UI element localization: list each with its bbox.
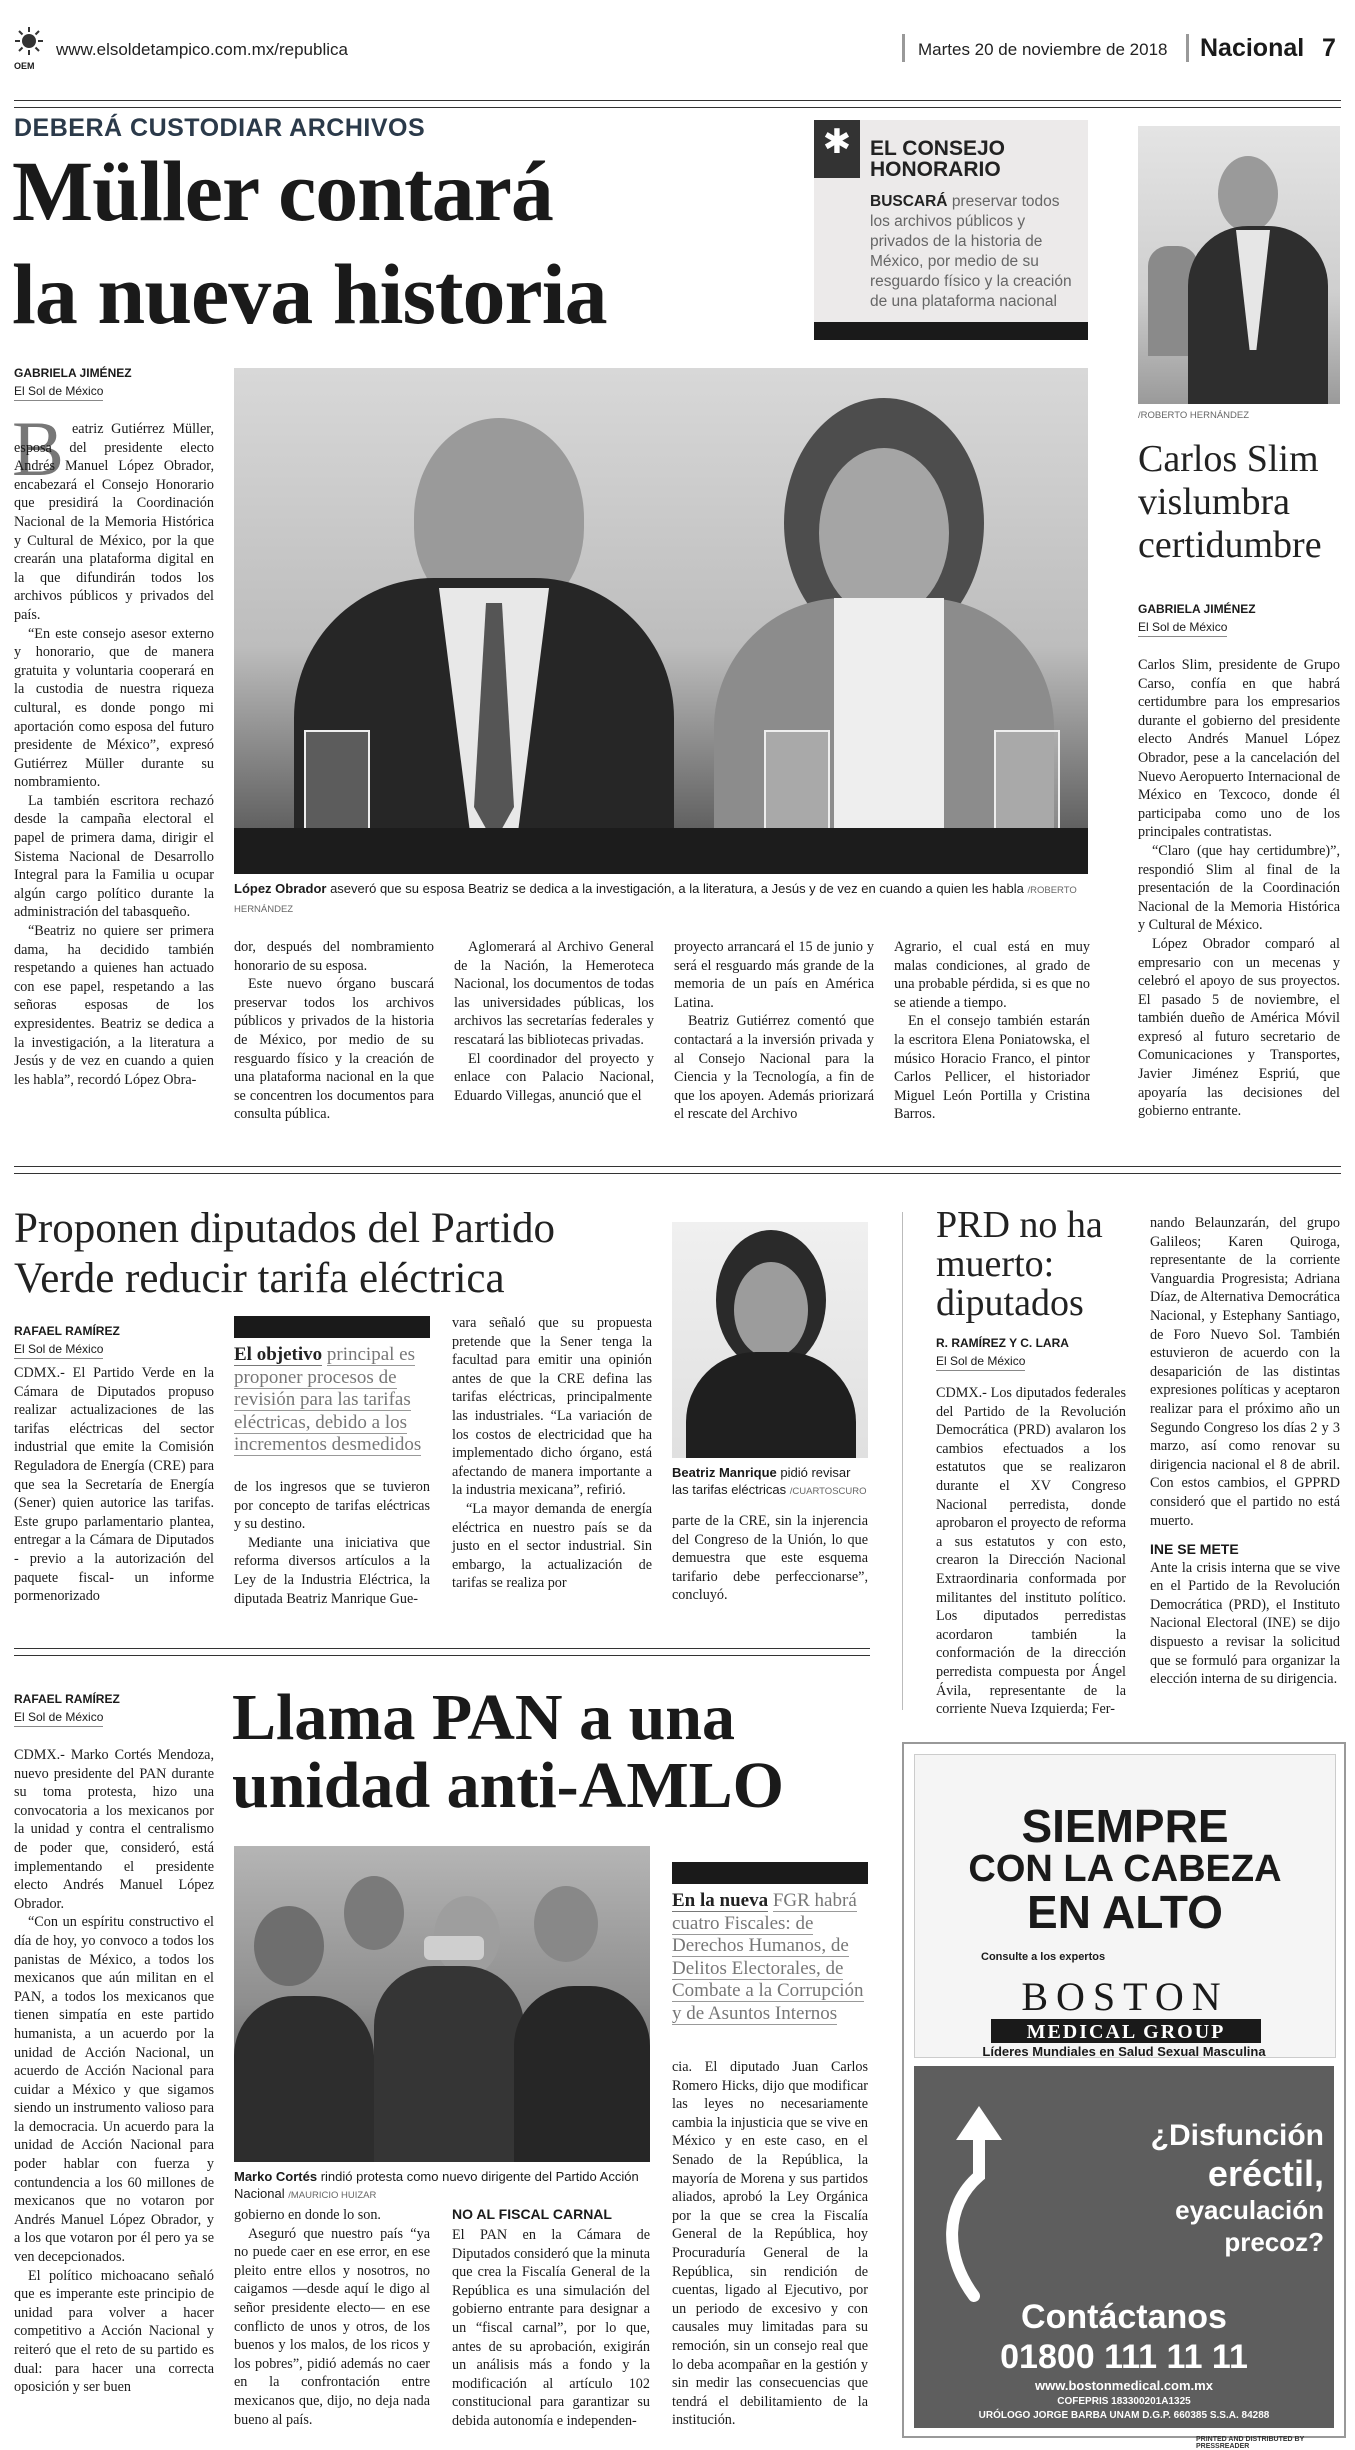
ad-bottom-panel (914, 2066, 1334, 2428)
pan-caption-credit: /MAURICIO HUIZAR (288, 2190, 377, 2201)
header-rule (14, 100, 1341, 108)
story1-headline (12, 140, 607, 346)
pan-pull-quote (672, 1890, 868, 2025)
verde-col2-p1: de los ingresos que se tuvieron por concepto de tarifas eléctricas y su destino. (234, 1479, 430, 1533)
ad-line3: EN ALTO (1027, 1886, 1223, 1938)
sidebar-title (870, 138, 1005, 180)
story1-col4-p2: Beatriz Gutiérrez comentó que contactará a la inversión privada y al Consejo Nacional para la Ciencia y la Tecnología, a fin de que los apoyen. Además priorizará el rescate del Archivo (674, 1013, 874, 1123)
prd-col2 (1150, 1214, 1340, 1689)
ad-line1: SIEMPRE (1021, 1800, 1229, 1852)
carlos-slim-photo (1138, 126, 1340, 404)
prd-headline-line2: muerto: (936, 1243, 1055, 1285)
lopez-obrador-photo (234, 368, 1088, 874)
table-edge (234, 828, 1088, 874)
story1-caption (234, 880, 1088, 918)
verde-col1 (14, 1364, 214, 1606)
consejo-sidebar (814, 120, 1088, 340)
prd-col2-p2: Ante la crisis interna que se vive en el Partido de la Revolución Democrática (PRD), el Instituto Nacional Electoral (INE) se dijo dispuesto a revisar la solicitud que se formuló para organizar la elección interna de su dirigencia. (1150, 1559, 1340, 1688)
ad-question (1024, 2118, 1324, 2258)
prd-subhead: INE SE METE (1150, 1541, 1239, 1558)
male-symbol-icon (934, 2106, 1024, 2306)
pan-author: RAFAEL RAMÍREZ (14, 1692, 120, 1706)
verde-col4-p1: parte de la CRE, sin la injerencia del Congreso de la Unión, lo que demuestra que este esquema tarifario debe perfeccionarse”, concluyó. (672, 1513, 868, 1604)
slim-p2: “Claro (que hay certidumbre)”, respondió Slim al final de la presentación de la Coordinación Nacional de la Memoria Histórica y Cultural de México. (1138, 842, 1340, 934)
prd-col1 (936, 1384, 1126, 1719)
story1-source: El Sol de México (14, 382, 103, 401)
verde-col2-p2: Mediante una iniciativa que reforma diversos artículos a la Ley de la Industria Eléctrica, la diputada Beatriz Manrique Gue- (234, 1534, 430, 1607)
verde-caption-text: pidió revisar las tarifas eléctricas (672, 1465, 851, 1497)
pan-headline (232, 1681, 784, 1822)
story1-col5-p2: En el consejo también estarán la escritora Elena Poniatowska, el músico Horacio Franco, el pintor Carlos Pellicer, el historiador Miguel León Portilla y Cristina Barros. (894, 1013, 1090, 1123)
mid-rule (14, 1166, 1341, 1174)
pressreader-footer: PRINTED AND DISTRIBUTED BY PRESSREADER (1196, 2436, 1305, 2450)
pan-col1-p1: CDMX.- Marko Cortés Mendoza, nuevo presidente del PAN durante su toma protesta, hizo una convocatoria a los mexicanos por la unidad y contra el centralismo de poder que, consideró, está implementando el presidente electo Andrés Manuel López Obrador. (14, 1747, 214, 1912)
sidebar-title-line2: HONORARIO (870, 158, 1001, 181)
story1-col3 (454, 938, 654, 1105)
slim-author: GABRIELA JIMÉNEZ (1138, 602, 1256, 616)
story1-col2-p1: dor, después del nombramiento honorario de su esposa. (234, 939, 434, 974)
sidebar-text: preservar todos los archivos públicos y privados de la historia de México, por medio de su resguardo físico y la creación de una plataforma nacional (870, 193, 1072, 310)
verde-byline (14, 1322, 120, 1359)
beatriz-manrique-photo (672, 1222, 868, 1458)
story1-col2-p2: Este nuevo órgano buscará preservar todos los archivos públicos y privados de la historia de México, por medio de su resguardo físico y la creación de una plataforma nacional en la que se concentren los documentos para consulta pública. (234, 976, 434, 1123)
pan-caption-text: rindió protesta como nuevo dirigente del Partido Acción Nacional (234, 2169, 639, 2201)
prd-col1-p1: CDMX.- Los diputados federales del Partido de la Revolución Democrática (PRD) avalaron los cambios efectuados a los estatutos que se realizaron durante el XV Congreso Nacional perredista, donde aprobaron el proyecto de reforma a sus estatutos y con esto, crearon la Dirección Nacional Extraordinaria conformada por militantes del instituto político. Los diputados perredistas acordaron también la conformación de la dirección perredista compuesta por Ángel Ávila, representante de la corriente Nueva Izquierda; Fer- (936, 1385, 1126, 1718)
prd-author: R. RAMÍREZ Y C. LARA (936, 1336, 1069, 1350)
ad-q4: precoz? (1224, 2227, 1324, 2257)
slim-headline-line2: vislumbra (1138, 481, 1290, 523)
verde-pull-text: principal es proponer procesos de revisión para las tarifas eléctricas, debido a los incrementos desmedidos (234, 1344, 422, 1455)
verde-author: RAFAEL RAMÍREZ (14, 1324, 120, 1338)
slim-byline (1138, 600, 1256, 637)
page-number: 7 (1322, 34, 1336, 62)
section-name: Nacional (1200, 34, 1305, 62)
pan-col3 (452, 2226, 650, 2431)
story1-col2 (234, 938, 434, 1124)
glass-2 (764, 730, 830, 834)
sidebar-bar (814, 322, 1088, 340)
ad-urologo: URÓLOGO JORGE BARBA UNAM D.G.P. 660385 S.S.A. 84288 (978, 2410, 1270, 2421)
pan-headline-line2: unidad anti-AMLO (232, 1749, 784, 1822)
verde-caption-credit: /CUARTOSCURO (789, 1486, 867, 1497)
glass-1 (304, 730, 370, 834)
story1-col3-p2: El coordinador del proyecto y enlace con Palacio Nacional, Eduardo Villegas, anunció que el (454, 1050, 654, 1104)
ad-q3: eyaculación (1175, 2195, 1324, 2225)
prd-headline (936, 1206, 1103, 1323)
pan-subhead: NO AL FISCAL CARNAL (452, 2206, 612, 2222)
slim-body (1138, 656, 1340, 1121)
ad-phone[interactable]: 01800 111 11 11 (1000, 2338, 1248, 2376)
verde-pull-bar (234, 1316, 430, 1338)
pan-col1-p2: “Con un espíritu constructivo el día de hoy, yo convoco a todos los panistas de México, a todos los mexicanos que aún militan en el PAN, a todos los mexicanos que tienen simpatía en este partido humanista, a un acuerdo por la unidad de Acción Nacional, un acuerdo de Acción Nacional para cuidar a México y que sigamos siendo un instrumento valioso para la democracia. Un acuerdo para la unidad de Acción Nacional para poder hablar con fuerza y contundencia a los 60 millones de mexicanos que no votaron por Andrés Manuel López Obrador, y a los que votaron por él pero ya se ven decepcionados. (14, 1914, 214, 2266)
oem-logo (14, 26, 44, 72)
prd-byline (936, 1334, 1069, 1371)
prd-headline-line1: PRD no ha (936, 1204, 1103, 1246)
pan-caption (234, 2168, 650, 2204)
ad-headline (915, 1800, 1335, 1938)
pan-source: El Sol de México (14, 1708, 103, 1727)
pan-pull-bar (672, 1862, 868, 1884)
pan-col2-p1: gobierno en donde lo son. (234, 2207, 381, 2223)
ad-top-panel (914, 1754, 1336, 2058)
verde-headline-line2: Verde reducir tarifa eléctrica (14, 1255, 505, 1302)
verde-pull-lead: El objetivo (234, 1344, 323, 1365)
ad-cofepris: COFEPRIS 183300201A1325 (1057, 2396, 1191, 2407)
ad-brand2: MEDICAL GROUP (1026, 2021, 1226, 2043)
slim-headline-line1: Carlos Slim (1138, 438, 1319, 480)
story1-col3-p1: Aglomerará al Archivo General de la Nación, la Hemeroteca Nacional, los documentos de todas las universidades públicas, los archivos las secretarías federales y rescatará las bibliotecas privadas. (454, 939, 654, 1048)
logo-text: OEM (14, 61, 35, 71)
story1-headline-line1: Müller contará (12, 143, 553, 239)
slim-headline (1138, 438, 1322, 567)
ad-web[interactable]: www.bostonmedical.com.mx (1035, 2378, 1213, 2393)
caption-name: López Obrador (234, 881, 327, 896)
verde-col1-p1: CDMX.- El Partido Verde en la Cámara de Diputados propuso realizar actualizaciones de las tarifas eléctricas del sector industrial que emite la Comisión Reguladora de Energía (CRE) para que sea la Secretaría de Energía (Sener) quien autorice las tarifas. Este grupo parlamentario plantea, entregar a la Cámara de Diputados - previo a la autorización del paquete fiscal- un informe pormenorizado (14, 1365, 214, 1605)
pan-col4-p1: cia. El diputado Juan Carlos Romero Hicks, dijo que modificar las leyes no necesariamente cambia la injusticia que se vive en México y en este caso, en el Senado de la República, la mayoría de Morena y sus partidos aliados, aprobó la Ley Orgánica por la que se crea la Fiscalía General de la República, hoy Procuraduría General de la República, sin rendición de cuentas, ligado al Ejecutivo, por un periodo de excesivo y con causales muy limitadas para su remoción, sin un consejo real que lo deba acompañar en la gestión y sin medir las consecuencias que tendrá el debilitamiento de la institución. (672, 2059, 868, 2429)
marko-cortes-photo (234, 1846, 650, 2162)
story1-col5 (894, 938, 1090, 1124)
header-url[interactable]: www.elsoldetampico.com.mx/republica (56, 40, 348, 59)
ad-line2: CON LA CABEZA (968, 1848, 1282, 1890)
pan-rule (14, 1648, 870, 1656)
prd-col2-p1: nando Belaunzarán, del grupo Galileos; Karen Quiroga, representante de la corriente Vanguardia Progresista; Adriana Díaz, de Alternativa Democrática Nacional, y Estephany Santiago, de Foro Nuevo Sol. También estuvieron de acuerdo con la desaparición de las distintas expresiones políticas y aceptaron realizar para el próximo año un Segundo Congreso los días 2 y 3 marzo, así como renovar su dirigencia nacional el 8 de abril. Con estos cambios, el GPPRD consideró que el partido no está muerto. (1150, 1215, 1340, 1529)
prd-separator (902, 1212, 903, 1710)
story1-col1 (14, 420, 214, 1089)
story1-col1-p4: “Beatriz no quiere ser primera dama, ha decidido también respetando a quienes han actuado con ese papel, respetando a las señoras esposas de los expresidentes. Beatriz se dedica a la investigación, a la literatura a Jesús y de vez en cuando a quien les habla”, recordó López Obra- (14, 923, 214, 1088)
story1-headline-line2: la nueva historia (12, 246, 607, 342)
header-divider-2 (1186, 34, 1189, 62)
slim-photo-credit: /ROBERTO HERNÁNDEZ (1138, 410, 1250, 421)
sidebar-lead: BUSCARÁ (870, 193, 948, 210)
sidebar-title-line1: EL CONSEJO (870, 137, 1005, 160)
slim-p1: Carlos Slim, presidente de Grupo Carso, confía en que habrá certidumbre para los empresarios durante el gobierno del presidente electo Andrés Manuel López Obrador, pese a la cancelación del Nuevo Aeropuerto Internacional de México en Texcoco, donde él participaba como uno de los principales contratistas. (1138, 657, 1340, 841)
caption-text: aseveró que su esposa Beatriz se dedica a la investigación, a la literatura, a Jesús y de vez en cuando a quien les habla (330, 881, 1024, 896)
header-date: Martes 20 de noviembre de 2018 (918, 40, 1168, 59)
story1-col1-p1: eatriz Gutiérrez Müller, esposa del presidente electo Andrés Manuel López Obrador, encabezará el Consejo Honorario que presidirá la Coordinación Nacional de la Memoria Histórica y Cultural de México, por la que crearán una plataforma digital en la que difundirán todos los archivos públicos y privados del país. (14, 421, 214, 623)
ad-tagline: Líderes Mundiales en Salud Sexual Masculina (982, 2044, 1266, 2059)
verde-col4 (672, 1512, 868, 1605)
story1-col5-p1: Agrario, el cual está en muy malas condiciones, al grado de una probable pérdida, si es que no se atiende a tiempo. (894, 939, 1090, 1011)
pan-col1 (14, 1746, 214, 2397)
story1-author: GABRIELA JIMÉNEZ (14, 366, 132, 380)
pan-pull-text: FGR habrá cuatro Fiscales: de Derechos Humanos, de Delitos Electorales, de Combate a la Corrupción y de Asuntos Internos (672, 1890, 864, 2024)
caption-credit: /ROBERTO HERNÁNDEZ (234, 885, 1077, 915)
slim-source: El Sol de México (1138, 618, 1227, 637)
pan-col1-p3: El político michoacano señaló que es imperante este principio de unidad para volver a hacer competitivo a Acción Nacional y reiteró que el reto de su partido es dual: para hacer una correcta oposición y ser buen (14, 2267, 214, 2396)
verde-headline (14, 1204, 555, 1304)
glass-3 (994, 730, 1060, 834)
story1-col1-p3: La también escritora rechazó desde la campaña electoral el papel de primera dama, dirigir el Sistema Nacional de Desarrollo Integral para la Familia u ocupar algún cargo político durante la administración del tabasqueño. (14, 792, 214, 921)
pan-byline (14, 1690, 120, 1727)
sun-icon (14, 26, 44, 56)
story1-col4 (674, 938, 874, 1124)
verde-col3-p1: vara señaló que su propuesta pretende que la Sener tenga la facultad para emitir una opinión antes de que la CRE defina las tarifas eléctricas, principalmente las industriales. “La variación de los costos de electricidad que ha implementado dicho órgano, está afectando de manera importante a la industria mexicana”, refirió. (452, 1315, 652, 1499)
ad-q2: eréctil, (1207, 2153, 1324, 2194)
verde-col3 (452, 1314, 652, 1593)
ad-consult: Consulte a los expertos (981, 1951, 1106, 1963)
ad-contact: Contáctanos (1021, 2298, 1227, 2336)
ad-brand1: BOSTON (1021, 1974, 1229, 2019)
prd-source: El Sol de México (936, 1352, 1025, 1371)
header-divider (902, 34, 905, 62)
pan-col4 (672, 2058, 868, 2430)
verde-pull-quote (234, 1344, 430, 1457)
prd-headline-line3: diputados (936, 1282, 1084, 1324)
slim-p3: López Obrador comparó al empresario con un mecenas y celebró el apoyo de sus proyectos. El pasado 5 de noviembre, el también dueño de América Móvil expresó al futuro secretario de Comunicaciones y Transportes, Javier Jiménez Espriú, que apoyaría las decisiones del gobierno entrante. (1138, 935, 1340, 1120)
ad-q1: ¿Disfunción (1150, 2119, 1324, 2152)
boston-ad[interactable] (902, 1742, 1346, 2438)
verde-col2 (234, 1478, 430, 1608)
pan-col2-p2: Aseguró que nuestro país “ya no puede caer en ese error, en ese pleito entre ellos y nosotros, no caigamos —desde aquí le digo al señor presidente electo— en ese conflicto de unos y otros, de los buenos y los malos, de los ricos y los pobres”, pidió además no caer en la confrontación entre mexicanos que, dijo, no deja nada bueno al país. (234, 2225, 430, 2428)
verde-headline-line1: Proponen diputados del Partido (14, 1205, 556, 1252)
story1-col4-p1: proyecto arrancará el 15 de junio y será el resguardo más grande de la memoria de un país en América Latina. (674, 939, 874, 1011)
slim-headline-line3: certidumbre (1138, 524, 1322, 566)
pan-pull-lead: En la nueva (672, 1890, 769, 1911)
story1-byline (14, 364, 132, 401)
pan-col2 (234, 2206, 430, 2429)
asterisk-icon: ✱ (814, 120, 860, 178)
pan-col3-p1: El PAN en la Cámara de Diputados consideró que la minuta que crea la Fiscalía General de la República es una simulación del gobierno entrante para designar a un “fiscal carnal”, por lo que, antes de su aprobación, exigirán un análisis más a fondo y la modificación al artículo 102 constitucional para garantizar su debida autonomía e independen- (452, 2227, 650, 2429)
verde-col3-p2: “La mayor demanda de energía eléctrica en nuestro país se da justo en el sector industrial. Sin embargo, la actualización de tarifas se realiza por (452, 1500, 652, 1592)
sidebar-body (870, 192, 1082, 312)
verde-caption-name: Beatriz Manrique (672, 1465, 777, 1480)
story1-col1-p2: “En este consejo asesor externo y honorario, que de manera gratuita y voluntaria cooperará en la custodia de nuestra riqueza cultural, es donde pongo mi aportación como esposa del futuro presidente de México”, expresó Gutiérrez Müller durante su nombramiento. (14, 625, 214, 791)
dropcap: B (12, 405, 65, 492)
verde-source: El Sol de México (14, 1340, 103, 1359)
story1-kicker: DEBERÁ CUSTODIAR ARCHIVOS (14, 114, 426, 142)
pan-caption-name: Marko Cortés (234, 2169, 318, 2184)
pan-headline-line1: Llama PAN a una (232, 1681, 735, 1754)
verde-caption (672, 1464, 868, 1500)
